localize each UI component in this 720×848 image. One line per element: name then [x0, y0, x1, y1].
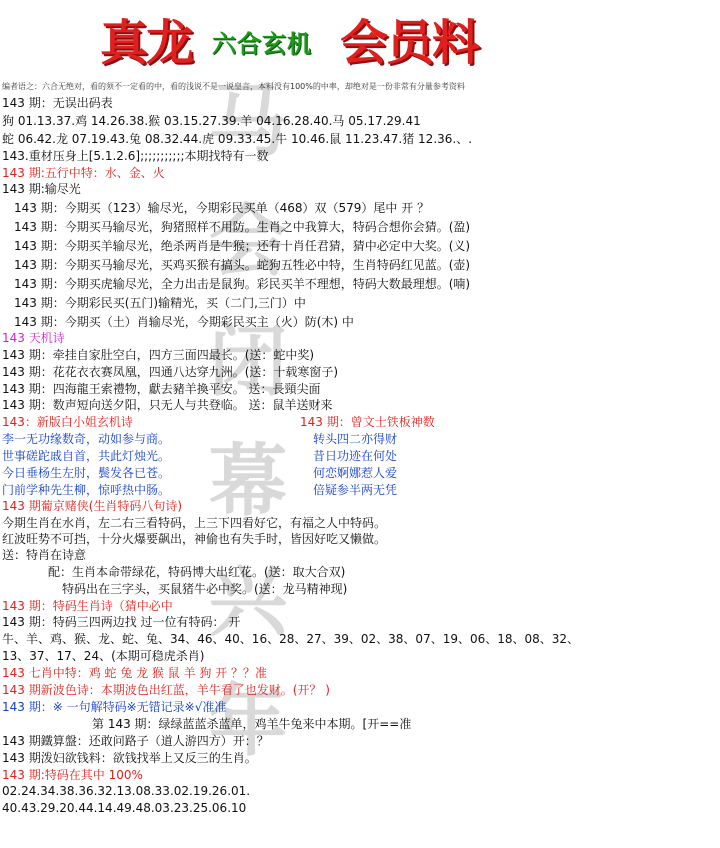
text-line: 143.重材压身上[5.1.2.6];;;;;;;;;;;本期找特有一数 — [2, 149, 269, 163]
text-line: 02.24.34.38.36.32.13.08.33.02.19.26.01. — [2, 784, 251, 798]
text-line: 特码出在三字头，买鼠猪牛必中奖。(送：龙马精神现) — [62, 582, 348, 596]
poem-line: 143 期：曾文士铁板神数 — [300, 415, 435, 429]
watermark-char: 年 — [208, 676, 287, 767]
text-line: 143 期:五行中特：水、金、火 — [2, 166, 165, 180]
text-line: 143 期：数声短向送夕阳，只无人与共登临。 送：鼠羊送财来 — [2, 398, 333, 412]
text-line: 143 七肖中特：鸡 蛇 兔 龙 猴 鼠 羊 狗 开 ？？准 — [2, 666, 268, 680]
text-line: 李一无功缘数奇，动如参与商。 — [2, 432, 171, 446]
disclaimer-text: 编者语之：六合无绝对，看的须不一定看的中，看的浅说不是一说皇言，本料没有100%的中率，却绝对是一份非常有分量参考资料 — [2, 82, 465, 91]
text-line: 143 期：今期买（123）输尽光，今期彩民买单（468）双（579）尾中 开 ？ — [14, 201, 430, 215]
watermark-char: 闭 — [208, 316, 287, 407]
text-line: 门前学种先生柳，惊呼热中肠。 — [2, 483, 171, 497]
text-line: 143 期：今期买虎输尽光，全力出击是鼠狗。彩民买羊不理想，特码大数最理想。(喃) — [14, 277, 471, 291]
poem-line: 倍疑参半两无凭 — [313, 483, 398, 497]
text-line: 143 期：无误出码表 — [2, 96, 113, 110]
text-line: 143 期新波色诗：本期波色出红蓝，羊牛看了也发财。(开？ ) — [2, 683, 330, 697]
watermark-char: 会 — [208, 196, 287, 287]
text-line: 143 期：四海龍王索禮物，獻去豬羊換平安。 送：長頸尖面 — [2, 382, 321, 396]
text-line: 143 期泼妇欲钱料：欲钱找举上又反三的生肖。 — [2, 751, 257, 765]
text-line: 送：特肖在诗意 — [2, 548, 87, 562]
text-line: 第 143 期：绿绿蓝蓝杀蓝单，鸡羊牛兔来中本期。[开==准 — [92, 717, 412, 731]
text-line: 143 期：花花衣衣赛凤凰，四通八达穿九洲。(送：十载寒窗子) — [2, 365, 339, 379]
text-line: 143 期：特码生肖诗（猜中必中 — [2, 599, 173, 613]
text-line: 143 期：今期买羊输尽光，绝杀两肖是牛猴；还有十肖任君猜，猜中必定中大奖。(义) — [14, 239, 471, 253]
text-line: 143 期葡京赌侠(生肖特码八句诗) — [2, 499, 183, 513]
watermark-char: 兴 — [208, 556, 287, 647]
poem-line: 昔日功迹在何处 — [313, 449, 398, 463]
text-line: 红波旺势不可挡，十分火爆要飙出，神偷也有失手时，皆因好吃又懒做。 — [2, 532, 387, 546]
text-line: 配：生肖本命带绿花，特码博大出红花。(送：取大合双) — [48, 565, 346, 579]
text-line: 143 期：今期买马输尽光，狗猪照样不用防。生肖之中我算大，特码合想你会猜。(盈) — [14, 220, 471, 234]
poem-line: 何恋婀娜惹人爱 — [313, 466, 398, 480]
text-line: 狗 01.13.37.鸡 14.26.38.猴 03.15.27.39.羊 04.16.28.40.马 05.17.29.41 — [2, 114, 421, 128]
header-banner — [0, 0, 720, 80]
text-line: 143 期：今期彩民买(五门)输精光，买（二门,三门）中 — [14, 296, 306, 310]
text-line: 143 期：※ 一句解特码※无错记录※√准准 — [2, 700, 227, 714]
text-line: 143 期：今期买（土）肖输尽光，今期彩民买主（火）防(木) 中 — [14, 315, 354, 329]
watermark-char: 马 — [208, 76, 287, 167]
text-line: 世事磋跎戚自首，共此灯烛光。 — [2, 449, 171, 463]
text-line: 143 期鐵算盤：还敢问路子（道人游四方）开：？ — [2, 734, 269, 748]
text-line: 143 天机诗 — [2, 331, 65, 345]
poem-line: 转头四二亦得财 — [313, 432, 398, 446]
text-line: 143 期：牵挂自家肚空白，四方三面四最长。(送：蛇中奖) — [2, 348, 315, 362]
text-line: 今日垂杨生左肘，鬓发各已苍。 — [2, 466, 171, 480]
text-line: 143 期:特码在其中 100% — [2, 768, 143, 782]
text-line: 143 期：今期买马输尽光，买鸡买猴有搞头。蛇狗五牲必中特，生肖特码红见蓝。(壶) — [14, 258, 471, 272]
text-line: 13、37、17、24、(本期可稳虎杀肖) — [2, 649, 205, 663]
text-line: 143 期:输尽光 — [2, 182, 81, 196]
text-line: 牛、羊、鸡、猴、龙、蛇、兔、34、46、40、16、28、27、39、02、38、07、19、06、18、08、32、 — [2, 632, 580, 646]
banner-title-liuhe: 六合玄机 — [212, 29, 312, 58]
text-line: 今期生肖在水肖，左二右三看特码，上三下四看好它，有福之人中特码。 — [2, 516, 387, 530]
text-line: 40.43.29.20.44.14.49.48.03.23.25.06.10 — [2, 801, 247, 815]
banner-title-huiyuan: 会员料 — [340, 15, 479, 71]
watermark-char: 幕 — [208, 436, 287, 527]
text-line: 143 期：特码三四两边找 过一位有特码： 开 — [2, 615, 241, 629]
text-line: 143：新版白小姐玄机诗 — [2, 415, 133, 429]
text-line: 蛇 06.42.龙 07.19.43.兔 08.32.44.虎 09.33.45.牛 10.46.鼠 11.23.47.猪 12.36.、. — [2, 132, 473, 146]
banner-title-zhenlong: 真龙 — [100, 15, 193, 71]
